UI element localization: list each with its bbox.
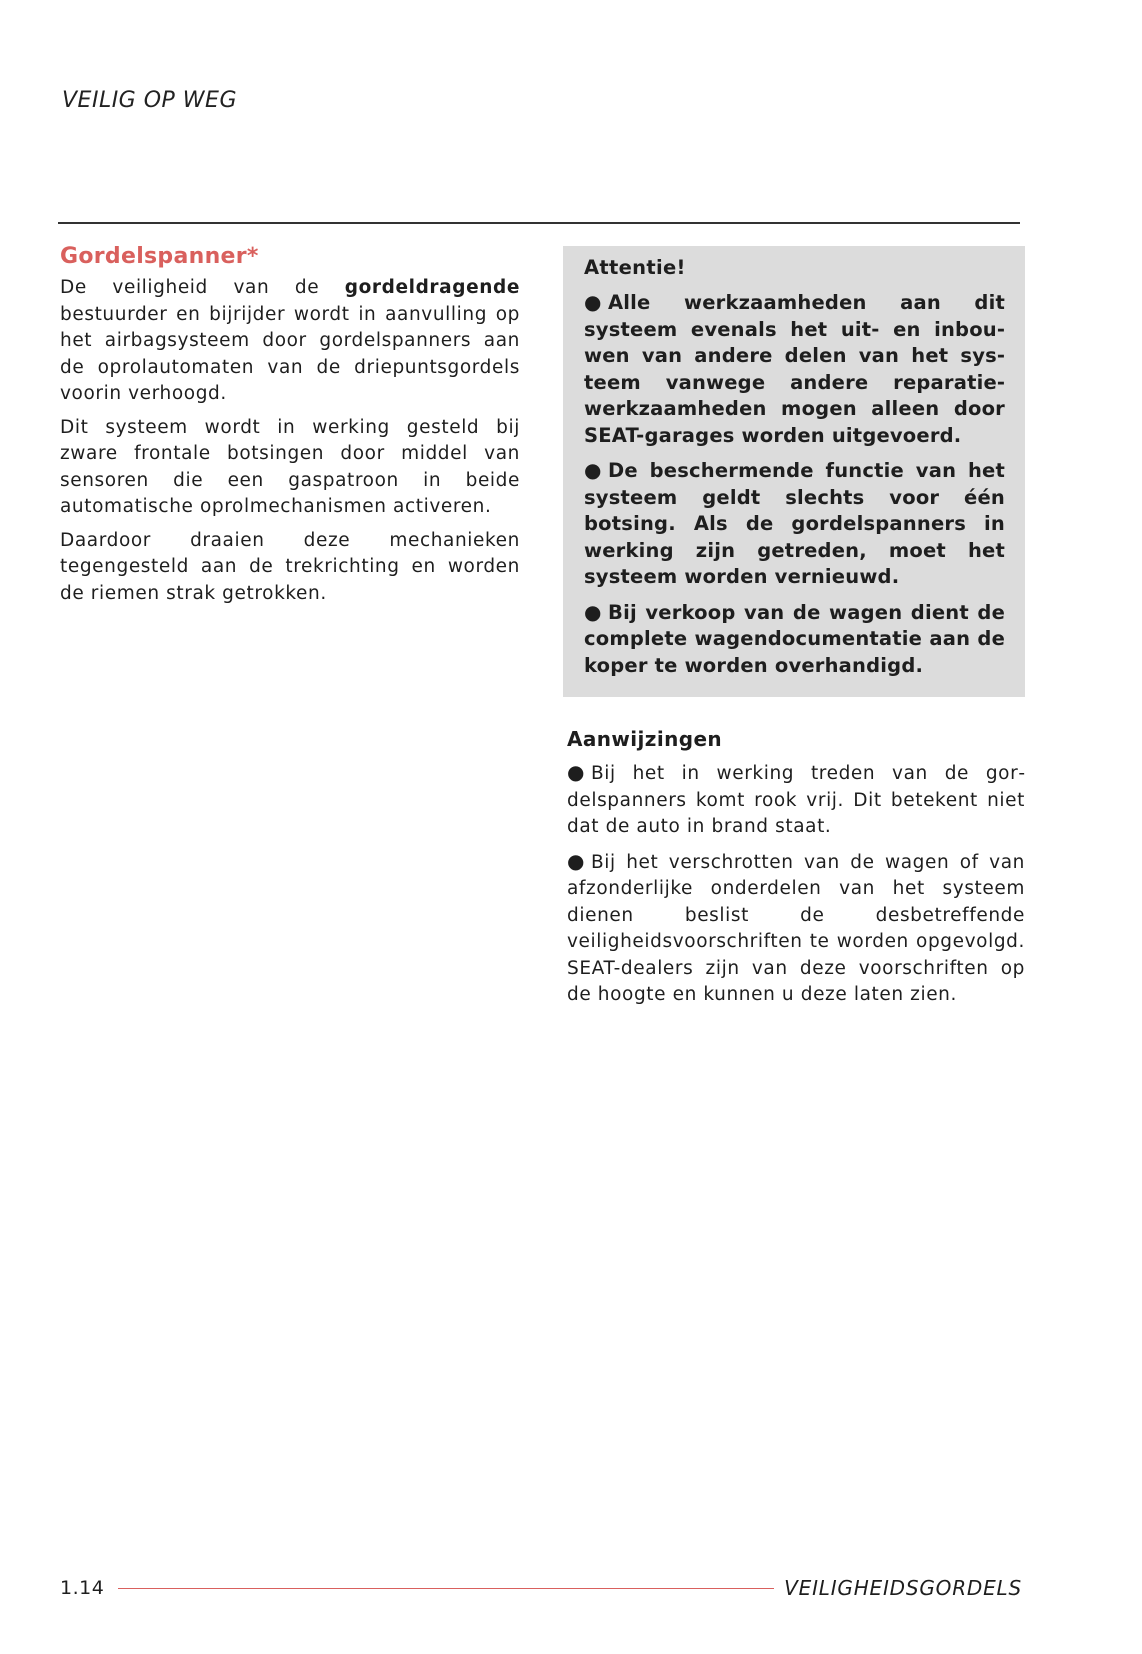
bullet-icon: ● bbox=[567, 848, 586, 873]
page-footer bbox=[60, 1574, 1022, 1602]
bullet-icon: ● bbox=[584, 458, 602, 482]
right-column bbox=[563, 246, 1025, 1016]
warning-item-text: Bij verkoop van de wagen dient de complete wagendocumentatie aan de koper te worden overhandigd. bbox=[584, 600, 1005, 677]
bullet-icon: ● bbox=[584, 290, 602, 314]
warning-item bbox=[584, 457, 1005, 591]
top-rule bbox=[58, 222, 1020, 224]
bullet-icon: ● bbox=[567, 760, 586, 784]
warning-box bbox=[563, 246, 1025, 697]
intro-paragraph bbox=[60, 275, 520, 408]
warning-item bbox=[584, 289, 1005, 449]
warning-title: Attentie! bbox=[584, 256, 686, 279]
page-number: 1.14 bbox=[60, 1577, 105, 1599]
mechanism-paragraph: Daardoor draaien deze mechanieken tegengesteld aan de trekrichting en worden de riemen strak getrokken. bbox=[60, 529, 520, 604]
intro-text-start: De veiligheid van de bbox=[60, 277, 345, 298]
intro-text-end: bestuurder en bijrijder wordt in aanvulling op het airbagsysteem door gordelspanners aan de oprolautomaten van de driepuntsgordels voorin verhoogd. bbox=[60, 303, 520, 404]
notes-title: Aanwijzingen bbox=[567, 727, 723, 751]
left-column bbox=[60, 244, 520, 614]
section-title: Gordelspanner* bbox=[60, 244, 259, 269]
running-title: VEILIG OP WEG bbox=[62, 88, 238, 113]
activation-paragraph: Dit systeem wordt in werking gesteld bij zware frontale botsingen door middel van sensoren die een gaspatroon in beide automatische oprolmechanismen activeren. bbox=[60, 416, 520, 517]
chapter-title: VEILIGHEIDSGORDELS bbox=[784, 1576, 1022, 1600]
warning-item bbox=[584, 599, 1005, 680]
bullet-icon: ● bbox=[584, 599, 602, 624]
warning-item-text: Alle werkzaamheden aan dit systeem evenals het uit- en inbouwen van andere delen van het systeem vanwege andere reparatiewerkzaamheden mogen alleen door SEAT-garages worden uitgevoerd. bbox=[584, 291, 1005, 447]
note-item bbox=[567, 759, 1025, 841]
note-item-text: Bij het in werking treden van de gordelspanners komt rook vrij. Dit betekent niet dat de auto in brand staat. bbox=[567, 763, 1025, 837]
warning-item-text: De beschermende functie van het systeem geldt slechts voor één botsing. Als de gordelspanners in werking zijn getreden, moet het systeem worden vernieuwd. bbox=[584, 459, 1005, 588]
note-item bbox=[567, 848, 1025, 1009]
intro-bold-term: gordeldragende bbox=[344, 277, 520, 298]
footer-rule bbox=[118, 1588, 774, 1589]
note-item-text: Bij het verschrotten van de wagen of van afzonderlijke onderdelen van het systeem dienen beslist de desbetreffende veiligheidsvoorschriften te worden opgevolgd. SEAT-dealers zijn van deze voorschriften op de hoogte en kunnen u deze laten zien. bbox=[567, 851, 1025, 1005]
